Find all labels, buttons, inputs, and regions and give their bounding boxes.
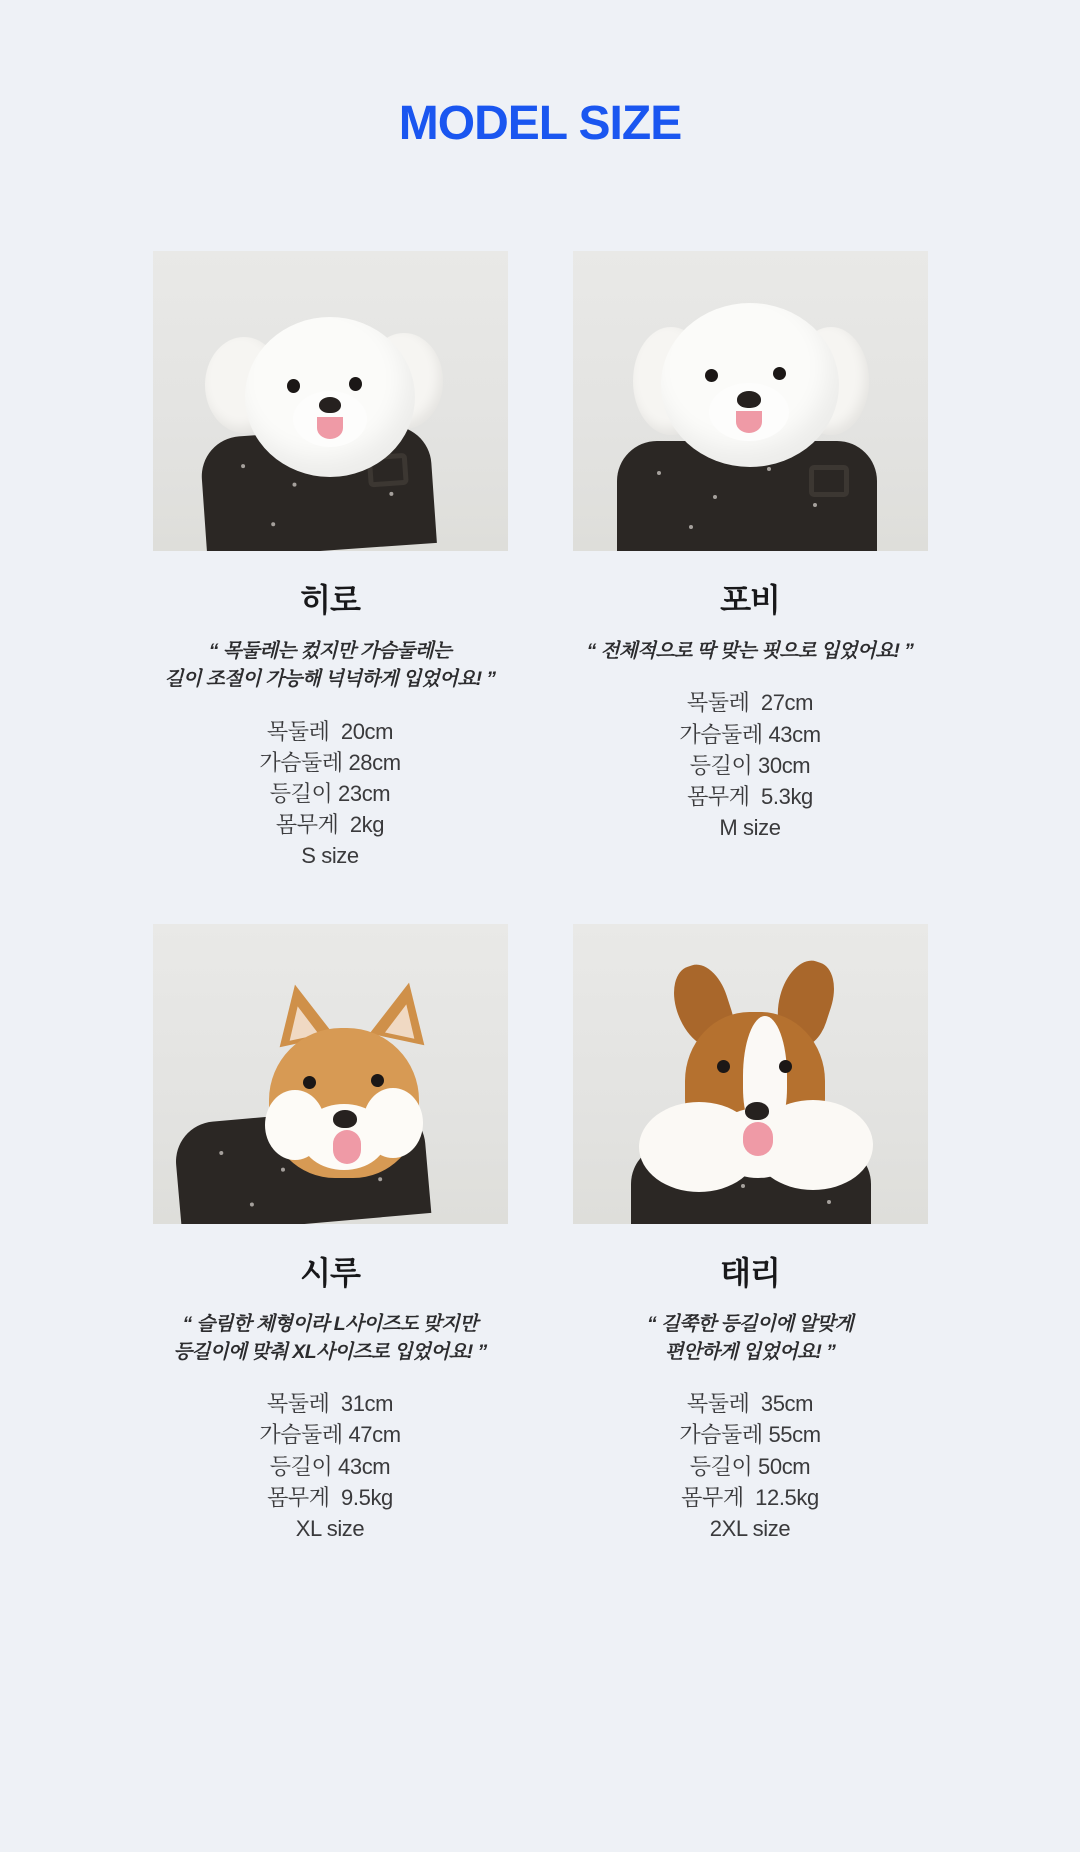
spec-weight: 몸무게 9.5kg bbox=[267, 1484, 393, 1510]
model-quote bbox=[647, 1310, 853, 1367]
model-grid bbox=[0, 251, 1080, 1544]
spec-weight: 몸무게 2kg bbox=[275, 812, 385, 838]
model-quote bbox=[587, 637, 914, 665]
spec-back-length: 등길이 23cm bbox=[269, 781, 391, 806]
page-title: MODEL SIZE bbox=[398, 97, 682, 150]
model-quote-line1: “ 길쭉한 등길이에 알맞게 bbox=[647, 1312, 853, 1335]
spec-chest: 가슴둘레 55cm bbox=[679, 1422, 821, 1448]
bichon-illustration bbox=[153, 251, 508, 551]
model-specs bbox=[259, 716, 400, 872]
model-name: 시루 bbox=[300, 1254, 360, 1291]
spec-size: 2XL size bbox=[709, 1516, 791, 1542]
model-quote-line1: “ 전체적으로 딱 맞는 핏으로 입었어요! ” bbox=[586, 640, 914, 662]
model-card-fobi bbox=[540, 251, 960, 872]
model-card-tery bbox=[540, 924, 960, 1545]
model-name: 히로 bbox=[300, 582, 360, 618]
model-photo-siru bbox=[153, 924, 508, 1224]
model-name: 포비 bbox=[720, 582, 780, 618]
model-quote-line2: 편안하게 입었어요! ” bbox=[664, 1340, 836, 1363]
spec-chest: 가슴둘레 28cm bbox=[259, 749, 401, 775]
spec-back-length: 등길이 30cm bbox=[689, 752, 811, 778]
model-quote bbox=[173, 1310, 486, 1367]
model-specs bbox=[259, 1388, 400, 1544]
model-card-hiro bbox=[120, 251, 540, 872]
model-quote-line2: 길이 조절이 가능해 넉넉하게 입었어요! ” bbox=[164, 668, 496, 691]
model-specs bbox=[679, 687, 820, 843]
model-photo-tery bbox=[573, 924, 928, 1224]
bichon-illustration bbox=[573, 251, 928, 551]
model-card-siru bbox=[120, 924, 540, 1545]
spec-neck: 목둘레 20cm bbox=[266, 718, 394, 744]
spec-size: M size bbox=[719, 815, 781, 841]
spec-back-length: 등길이 43cm bbox=[269, 1453, 391, 1479]
spec-weight: 몸무게 12.5kg bbox=[681, 1484, 819, 1510]
spec-back-length: 등길이 50cm bbox=[689, 1453, 811, 1479]
model-quote-line1: “ 슬림한 체형이라 L사이즈도 맞지만 bbox=[182, 1312, 478, 1335]
spec-size: S size bbox=[301, 843, 359, 869]
model-quote-line1: “ 목둘레는 컸지만 가슴둘레는 bbox=[208, 640, 452, 662]
model-photo-hiro bbox=[153, 251, 508, 551]
spec-size: XL size bbox=[295, 1516, 365, 1542]
model-photo-fobi bbox=[573, 251, 928, 551]
shiba-illustration bbox=[153, 924, 508, 1224]
model-quote bbox=[165, 637, 496, 694]
spec-neck: 목둘레 27cm bbox=[686, 690, 814, 716]
model-name: 태리 bbox=[720, 1254, 780, 1291]
spec-neck: 목둘레 35cm bbox=[686, 1391, 814, 1417]
border-collie-illustration bbox=[573, 924, 928, 1224]
model-quote-line2: 등길이에 맞춰 XL사이즈로 입었어요! ” bbox=[173, 1340, 487, 1363]
spec-weight: 몸무게 5.3kg bbox=[687, 783, 813, 809]
spec-chest: 가슴둘레 47cm bbox=[259, 1422, 401, 1448]
model-specs bbox=[679, 1388, 820, 1544]
spec-neck: 목둘레 31cm bbox=[266, 1391, 394, 1417]
spec-chest: 가슴둘레 43cm bbox=[679, 721, 821, 747]
